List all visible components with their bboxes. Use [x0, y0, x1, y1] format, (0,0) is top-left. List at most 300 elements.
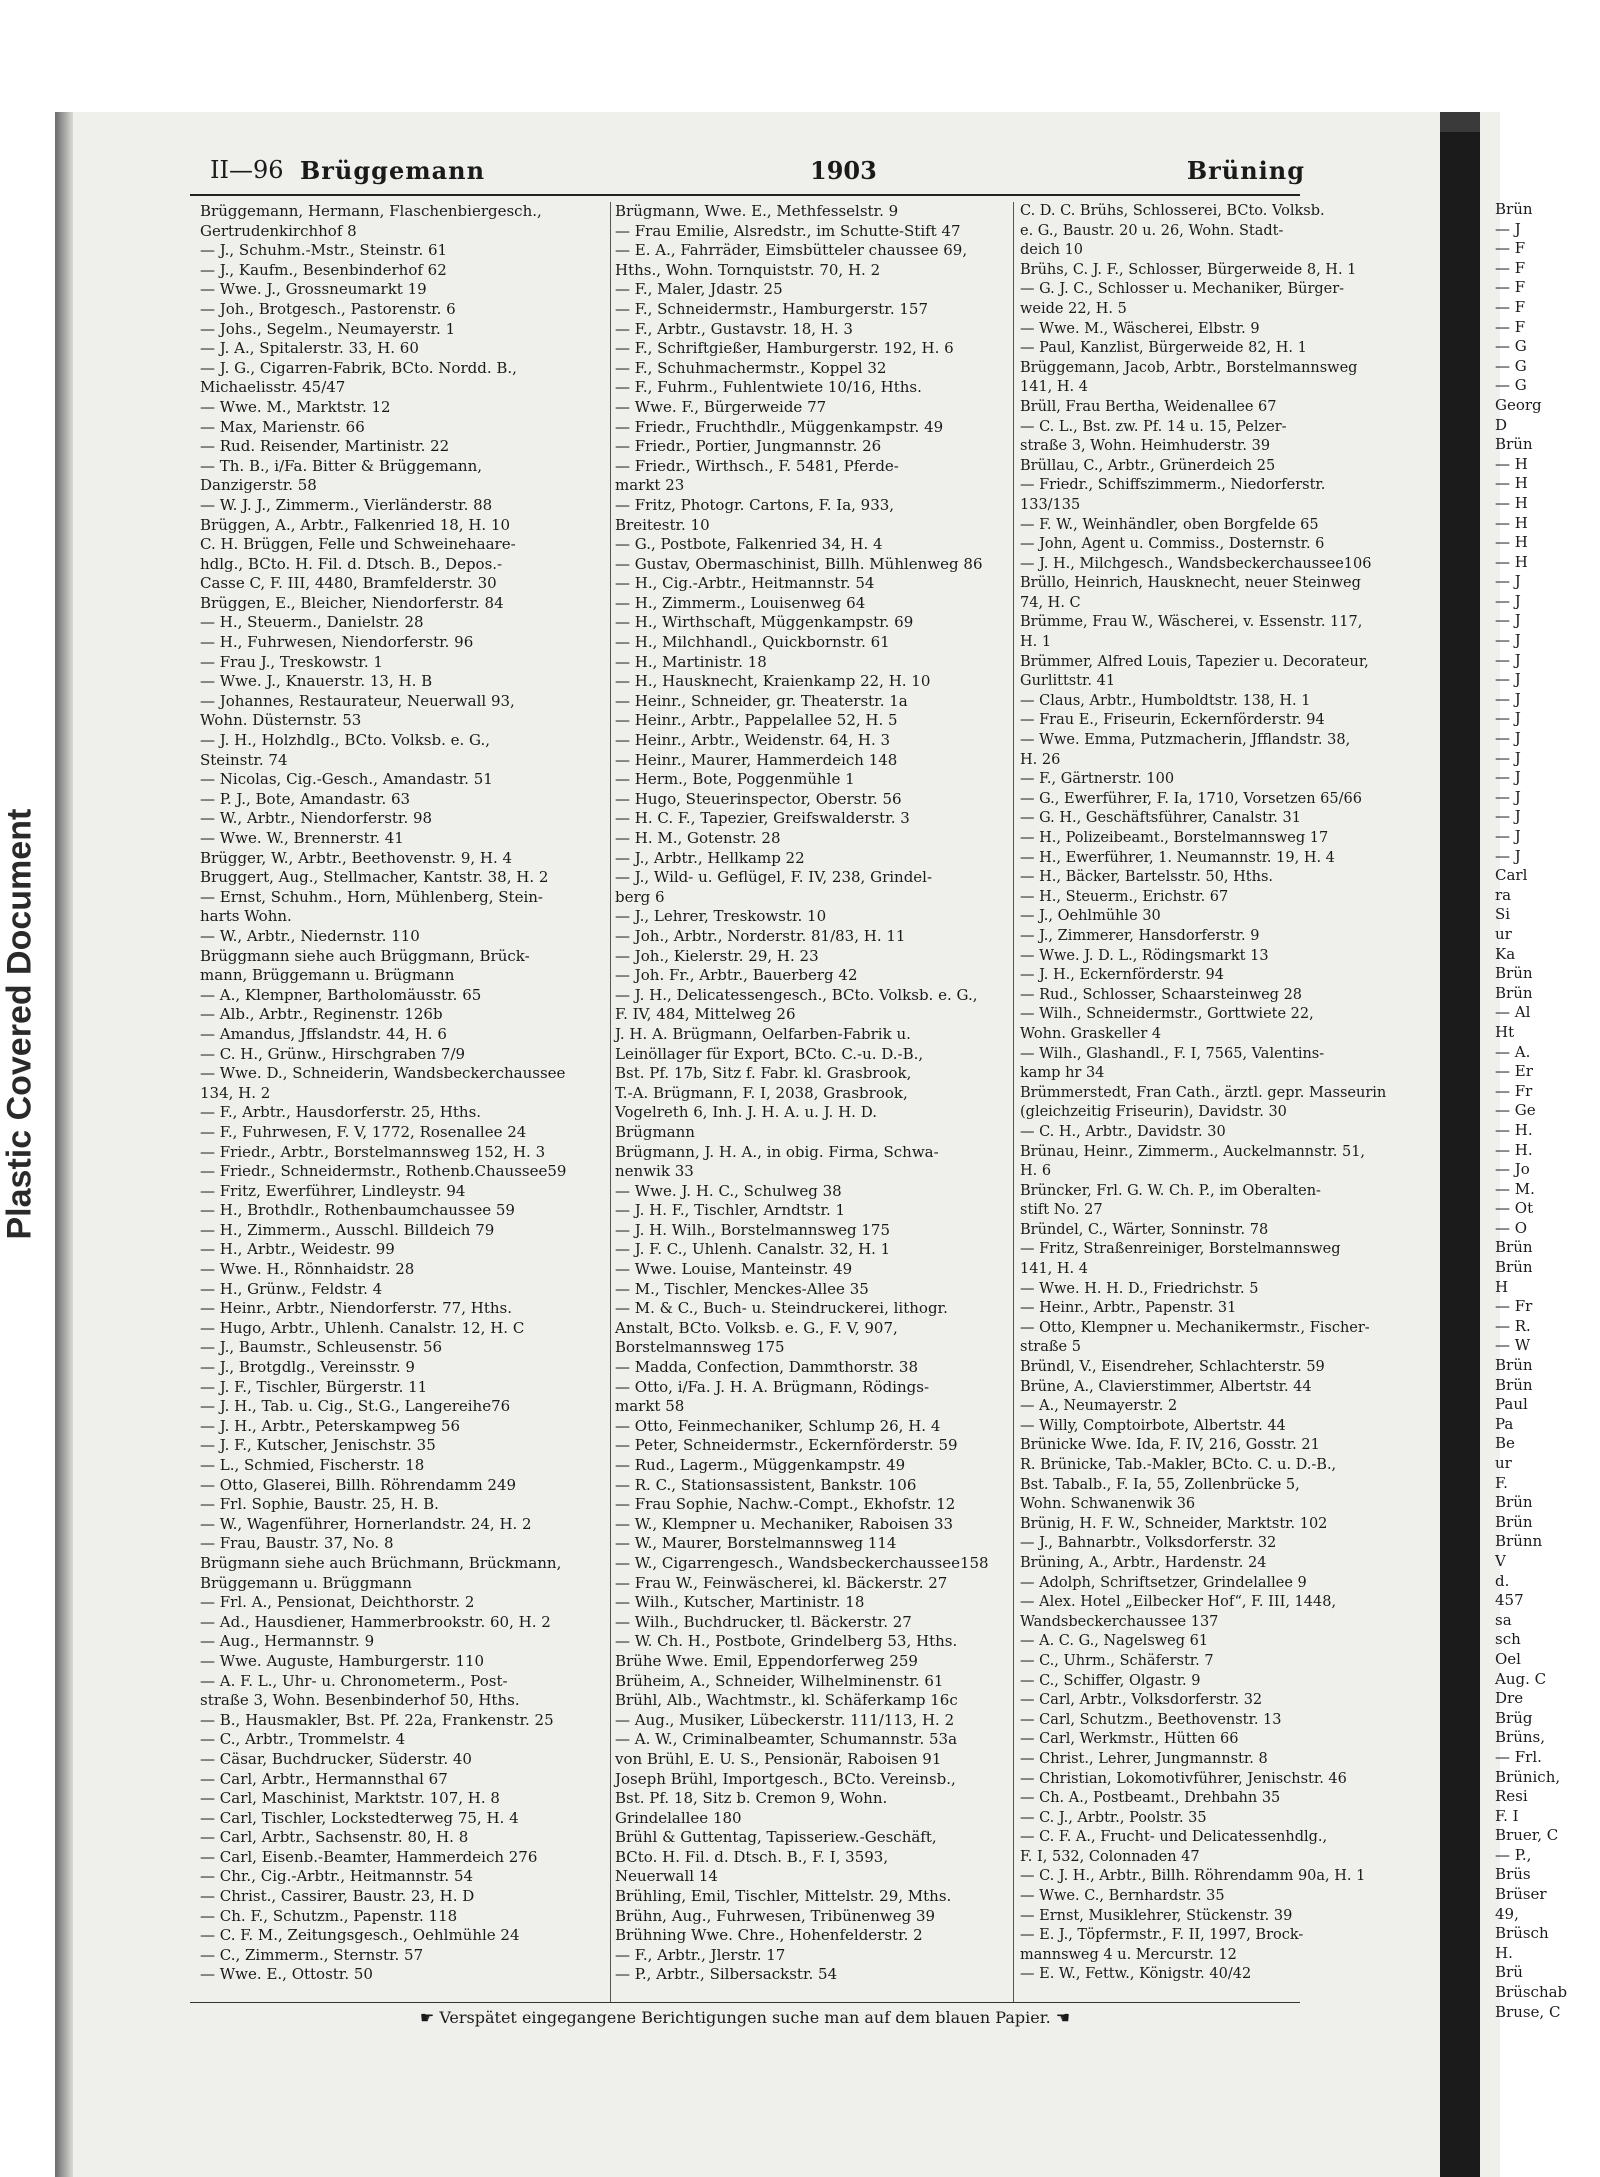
next-page-fragment: — O — [1495, 1218, 1528, 1237]
directory-entry: (gleichzeitig Friseurin), Davidstr. 30 — [1020, 1104, 1287, 1121]
directory-entry: — Adolph, Schriftsetzer, Grindelallee 9 — [1020, 1574, 1307, 1591]
next-page-fragment: — Ge — [1495, 1101, 1536, 1120]
next-page-fragment: Ka — [1495, 944, 1516, 963]
directory-entry: — J. H., Milchgesch., Wandsbeckerchaussee106 — [1020, 555, 1372, 572]
directory-entry: — Wwe. D., Schneiderin, Wandsbeckerchaussee — [200, 1064, 566, 1083]
directory-entry: — H., Zimmerm., Louisenweg 64 — [615, 593, 866, 612]
directory-entry: — Friedr., Portier, Jungmannstr. 26 — [615, 437, 882, 456]
directory-entry: — J. H. F., Tischler, Arndtstr. 1 — [615, 1201, 846, 1220]
column-1 — [200, 202, 612, 2002]
directory-entry: H. 1 — [1020, 634, 1052, 651]
directory-entry: — H., Hausknecht, Kraienkamp 22, H. 10 — [615, 672, 931, 691]
directory-entry: Brünau, Heinr., Zimmerm., Auckelmannstr. 51, — [1020, 1143, 1366, 1160]
directory-entry: — Rud. Reisender, Martinistr. 22 — [200, 437, 450, 456]
directory-entry: Brügmann, J. H. A., in obig. Firma, Schwa- — [615, 1142, 939, 1161]
directory-entry: Wandsbeckerchaussee 137 — [1020, 1613, 1219, 1630]
header-year: 1903 — [810, 156, 877, 185]
header-left-word: Brüggemann — [300, 156, 486, 185]
directory-entry: — Alex. Hotel „Eilbecker Hof“, F. III, 1448, — [1020, 1594, 1337, 1611]
directory-entry: Brügger, W., Arbtr., Beethovenstr. 9, H. 4 — [200, 848, 513, 867]
directory-page — [190, 140, 1387, 2027]
directory-entry: — J. H., Delicatessengesch., BCto. Volksb. e. G., — [615, 985, 978, 1004]
pointing-hand-icon: ☚ — [1050, 2008, 1071, 2027]
directory-entry: — F., Fuhrm., Fuhlentwiete 10/16, Hths. — [615, 378, 922, 397]
next-page-fragment: — J — [1495, 689, 1521, 708]
directory-entry: — Carl, Maschinist, Marktstr. 107, H. 8 — [200, 1789, 500, 1808]
directory-entry: — Fritz, Photogr. Cartons, F. Ia, 933, — [615, 495, 895, 514]
directory-entry: — Carl, Eisenb.-Beamter, Hammerdeich 276 — [200, 1847, 538, 1866]
directory-entry: — Carl, Arbtr., Hermannsthal 67 — [200, 1769, 448, 1788]
header-right-word: Brüning — [1186, 156, 1305, 185]
directory-entry: — P. J., Bote, Amandastr. 63 — [200, 789, 411, 808]
directory-entry: stift No. 27 — [1020, 1202, 1103, 1219]
directory-entry: — Ch. A., Postbeamt., Drehbahn 35 — [1020, 1790, 1281, 1807]
directory-entry: — Carl, Werkmstr., Hütten 66 — [1020, 1731, 1239, 1748]
directory-entry: — J. H. Wilh., Borstelmannsweg 175 — [615, 1220, 891, 1239]
next-page-fragment: — P., — [1495, 1845, 1532, 1864]
directory-entry: — Claus, Arbtr., Humboldtstr. 138, H. 1 — [1020, 692, 1311, 709]
directory-entry: — Frau Sophie, Nachw.-Compt., Ekhofstr. 12 — [615, 1495, 956, 1514]
directory-entry: — Otto, Feinmechaniker, Schlump 26, H. 4 — [615, 1416, 941, 1435]
directory-entry: R. Brünicke, Tab.-Makler, BCto. C. u. D.-B., — [1020, 1457, 1337, 1473]
directory-entry: — J., Baumstr., Schleusenstr. 56 — [200, 1338, 443, 1357]
directory-entry: — Wwe. M., Marktstr. 12 — [200, 397, 391, 416]
directory-entry: mannsweg 4 u. Mercurstr. 12 — [1020, 1946, 1237, 1963]
directory-entry: — Christian, Lokomotivführer, Jenischstr. 46 — [1020, 1770, 1347, 1787]
directory-entry: Brüheim, A., Schneider, Wilhelminenstr. 61 — [615, 1671, 944, 1690]
directory-entry: Gertrudenkirchhof 8 — [200, 221, 357, 240]
directory-entry: straße 3, Wohn. Besenbinderhof 50, Hths. — [200, 1691, 520, 1710]
directory-entry: — H., Arbtr., Weidestr. 99 — [200, 1240, 395, 1259]
directory-entry: — Cäsar, Buchdrucker, Süderstr. 40 — [200, 1749, 472, 1768]
next-page-fragment: — J — [1495, 572, 1521, 591]
directory-entry: — G., Ewerführer, F. Ia, 1710, Vorsetzen 65/66 — [1020, 790, 1362, 807]
directory-entry: — Johannes, Restaurateur, Neuerwall 93, — [200, 691, 515, 710]
directory-entry: — Carl, Schutzm., Beethovenstr. 13 — [1020, 1711, 1282, 1728]
next-page-fragment: — A. — [1495, 1042, 1531, 1061]
directory-entry: — H., Fuhrwesen, Niendorferstr. 96 — [200, 633, 474, 652]
directory-entry: — Ernst, Musiklehrer, Stückenstr. 39 — [1020, 1907, 1293, 1924]
directory-entry: Bruggert, Aug., Stellmacher, Kantstr. 38, H. 2 — [200, 868, 549, 887]
directory-entry: Hths., Wohn. Tornquiststr. 70, H. 2 — [615, 260, 881, 279]
directory-entry: Brüne, A., Clavierstimmer, Albertstr. 44 — [1020, 1378, 1312, 1395]
directory-entry: Brügmann siehe auch Brüchmann, Brückmann, — [200, 1553, 562, 1572]
directory-entry: — F., Schuhmachermstr., Koppel 32 — [615, 358, 887, 377]
directory-entry: — H. M., Gotenstr. 28 — [615, 829, 781, 847]
directory-entry: harts Wohn. — [200, 907, 292, 926]
directory-entry: Brüggemann u. Brüggmann — [200, 1573, 412, 1592]
next-page-fragment: — F — [1495, 258, 1526, 277]
directory-entry: — W. J. J., Zimmerm., Vierländerstr. 88 — [200, 495, 493, 514]
next-page-fragment: — F — [1495, 297, 1526, 316]
directory-entry: — H., Bäcker, Bartelsstr. 50, Hths. — [1020, 869, 1273, 886]
directory-entry: Brüggen, E., Bleicher, Niendorferstr. 84 — [200, 593, 504, 612]
next-page-fragment: Ht — [1495, 1022, 1515, 1041]
directory-entry: — Wwe. F., Bürgerweide 77 — [615, 397, 827, 416]
directory-entry: Brüllau, C., Arbtr., Grünerdeich 25 — [1020, 457, 1276, 474]
directory-entry: Brühl, Alb., Wachtmstr., kl. Schäferkamp 16c — [615, 1691, 958, 1710]
directory-entry: — H., Brothdlr., Rothenbaumchaussee 59 — [200, 1201, 515, 1220]
footer-note — [190, 2008, 1300, 2027]
directory-entry: — Frau W., Feinwäscherei, kl. Bäckerstr. 27 — [615, 1573, 948, 1592]
directory-entry: Brüncker, Frl. G. W. Ch. P., im Oberalten- — [1020, 1182, 1321, 1199]
directory-entry: — J., Wild- u. Geflügel, F. IV, 238, Grindel- — [615, 868, 933, 887]
directory-entry: — J. H., Eckernförderstr. 94 — [1020, 967, 1224, 984]
directory-entry: — H., Milchhandl., Quickbornstr. 61 — [615, 633, 890, 652]
directory-entry: 134, H. 2 — [200, 1083, 271, 1102]
next-page-fragment: — J — [1495, 709, 1521, 728]
next-page-fragment: — J — [1495, 846, 1521, 865]
next-page-fragment: — H — [1495, 552, 1528, 571]
next-page-fragment: Brün — [1495, 200, 1533, 218]
directory-entry: — H., Ewerführer, 1. Neumannstr. 19, H. 4 — [1020, 849, 1335, 866]
directory-entry: — Johs., Segelm., Neumayerstr. 1 — [200, 319, 456, 338]
directory-entry: — Wilh., Schneidermstr., Gorttwiete 22, — [1020, 1006, 1314, 1023]
directory-entry: — Wwe. W., Brennerstr. 41 — [200, 829, 404, 847]
directory-entry: — A., Neumayerstr. 2 — [1020, 1398, 1178, 1415]
next-page-fragment: Brüns, — [1495, 1728, 1545, 1747]
directory-entry: — Ad., Hausdiener, Hammerbrookstr. 60, H. 2 — [200, 1612, 551, 1631]
directory-entry: — H., Martinistr. 18 — [615, 652, 767, 671]
directory-entry: Brümmerstedt, Fran Cath., ärztl. gepr. Masseurin — [1020, 1084, 1387, 1101]
directory-entry: — C. F. M., Zeitungsgesch., Oehlmühle 24 — [200, 1926, 520, 1945]
directory-entry: — Wwe. H. H. D., Friedrichstr. 5 — [1020, 1280, 1259, 1297]
directory-entry: — Hugo, Arbtr., Uhlenh. Canalstr. 12, H. C — [200, 1318, 525, 1337]
directory-entry: Bründl, V., Eisendreher, Schlachterstr. 59 — [1020, 1359, 1325, 1376]
directory-entry: Brühning Wwe. Chre., Hohenfelderstr. 2 — [615, 1926, 923, 1945]
directory-entry: — Wilh., Buchdrucker, tl. Bäckerstr. 27 — [615, 1612, 912, 1631]
directory-entry: Brühe Wwe. Emil, Eppendorferweg 259 — [615, 1651, 918, 1670]
directory-entry: — F., Gärtnerstr. 100 — [1020, 771, 1175, 788]
directory-entry: — Joh., Kielerstr. 29, H. 23 — [615, 946, 819, 965]
directory-entry: Leinöllager für Export, BCto. C.-u. D.-B., — [615, 1044, 924, 1063]
next-page-fragment: 49, — [1495, 1904, 1519, 1923]
directory-entry: Brügmann — [615, 1122, 695, 1141]
directory-entry: — Hugo, Steuerinspector, Oberstr. 56 — [615, 789, 902, 808]
directory-entry: Brügmann, Wwe. E., Methfesselstr. 9 — [615, 202, 899, 220]
directory-entry: — Otto, i/Fa. J. H. A. Brügmann, Rödings- — [615, 1377, 930, 1396]
next-page-fragment: — Al — [1495, 1003, 1531, 1022]
directory-entry: — Wwe. J. D. L., Rödingsmarkt 13 — [1020, 947, 1269, 964]
next-page-fragment: 457 — [1495, 1591, 1524, 1610]
next-page-fragment: — F — [1495, 278, 1526, 297]
directory-entry: Brünig, H. F. W., Schneider, Marktstr. 102 — [1020, 1515, 1328, 1532]
directory-entry: — Frau, Baustr. 37, No. 8 — [200, 1534, 394, 1553]
page-header — [210, 156, 1305, 196]
directory-entry: — Wwe. J., Knauerstr. 13, H. B — [200, 672, 433, 691]
next-page-fragment: — J — [1495, 611, 1521, 630]
directory-entry: weide 22, H. 5 — [1020, 300, 1127, 317]
directory-entry: — W., Klempner u. Mechaniker, Raboisen 33 — [615, 1514, 954, 1533]
directory-entry: — Heinr., Arbtr., Pappelallee 52, H. 5 — [615, 711, 898, 730]
directory-entry: Brüggemann, Jacob, Arbtr., Borstelmannsweg — [1020, 359, 1358, 376]
directory-entry: — Ernst, Schuhm., Horn, Mühlenberg, Stein- — [200, 887, 543, 906]
directory-entry: — C., Schiffer, Olgastr. 9 — [1020, 1672, 1201, 1689]
directory-entry: — Joh. Fr., Arbtr., Bauerberg 42 — [615, 966, 858, 985]
directory-entry: — J. F., Kutscher, Jenischstr. 35 — [200, 1436, 436, 1455]
next-page-fragment: Aug. C — [1495, 1669, 1547, 1688]
next-page-fragment: Si — [1495, 905, 1511, 924]
directory-entry: — J. F., Tischler, Bürgerstr. 11 — [200, 1377, 428, 1396]
directory-entry: Steinstr. 74 — [200, 750, 288, 769]
directory-entry: — F., Arbtr., Jlerstr. 17 — [615, 1945, 786, 1964]
next-page-fragment: d. — [1495, 1571, 1510, 1590]
directory-entry: — Frl. A., Pensionat, Deichthorstr. 2 — [200, 1593, 475, 1612]
directory-entry: J. H. A. Brügmann, Oelfarben-Fabrik u. — [615, 1024, 911, 1043]
directory-entry: — F., Arbtr., Hausdorferstr. 25, Hths. — [200, 1103, 482, 1122]
directory-entry: H. 26 — [1020, 751, 1061, 768]
footer-text: Verspätet eingegangene Berichtigungen suche man auf dem blauen Papier. — [439, 2008, 1051, 2027]
next-page-fragment: — G — [1495, 356, 1527, 375]
next-page-fragment: — M. — [1495, 1179, 1535, 1198]
next-page-fragment: Dre — [1495, 1689, 1524, 1708]
directory-entry: 74, H. C — [1020, 594, 1081, 611]
directory-entry: — H., Polizeibeamt., Borstelmannsweg 17 — [1020, 830, 1329, 846]
directory-entry: — G., Postbote, Falkenried 34, H. 4 — [615, 535, 883, 554]
directory-entry: — B., Hausmakler, Bst. Pf. 22a, Frankenstr. 25 — [200, 1710, 554, 1729]
directory-entry: Michaelisstr. 45/47 — [200, 378, 346, 397]
directory-entry: T.-A. Brügmann, F. I, 2038, Grasbrook, — [615, 1083, 908, 1102]
next-page-fragment: — J — [1495, 827, 1521, 845]
next-page-fragment: Brünich, — [1495, 1767, 1561, 1786]
directory-entry: — Gustav, Obermaschinist, Billh. Mühlenweg 86 — [615, 554, 983, 573]
next-page-fragment: — H — [1495, 513, 1528, 532]
next-page-fragment: Brün — [1495, 435, 1533, 454]
directory-entry: Brühling, Emil, Tischler, Mittelstr. 29, Mths. — [615, 1887, 952, 1906]
next-page-fragment: — F — [1495, 239, 1526, 258]
directory-entry: — E. J., Töpfermstr., F. II, 1997, Brock- — [1020, 1927, 1304, 1944]
directory-entry: Borstelmannsweg 175 — [615, 1338, 785, 1357]
directory-entry: C. H. Brüggen, Felle und Schweinehaare- — [200, 535, 516, 554]
next-page-fragment: sa — [1495, 1610, 1512, 1629]
directory-entry: — H. C. F., Tapezier, Greifswalderstr. 3 — [615, 809, 910, 828]
directory-entry: F. IV, 484, Mittelweg 26 — [615, 1005, 796, 1024]
directory-entry: — J. A., Spitalerstr. 33, H. 60 — [200, 339, 419, 358]
directory-entry: — R. C., Stationsassistent, Bankstr. 106 — [615, 1475, 917, 1494]
directory-entry: — P., Arbtr., Silbersackstr. 54 — [615, 1965, 838, 1984]
directory-entry: Brühs, C. J. F., Schlosser, Bürgerweide 8, H. 1 — [1020, 261, 1357, 278]
next-page-fragment: — J — [1495, 748, 1521, 767]
header-rule — [190, 194, 1300, 196]
directory-entry: Gurlittstr. 41 — [1020, 673, 1116, 690]
directory-entry: — J. H., Tab. u. Cig., St.G., Langereihe76 — [200, 1397, 511, 1416]
directory-entry: — Christ., Lehrer, Jungmannstr. 8 — [1020, 1750, 1268, 1767]
next-page-fragment: Brün — [1495, 1258, 1533, 1277]
directory-entry: — Paul, Kanzlist, Bürgerweide 82, H. 1 — [1020, 340, 1307, 357]
directory-entry: deich 10 — [1020, 242, 1084, 259]
directory-entry: — W., Cigarrengesch., Wandsbeckerchaussee158 — [615, 1553, 989, 1572]
directory-entry: — M., Tischler, Menckes-Allee 35 — [615, 1279, 869, 1298]
directory-entry: — J. H., Arbtr., Peterskampweg 56 — [200, 1416, 461, 1435]
next-page-fragment: D — [1495, 415, 1508, 434]
directory-entry: — Herm., Bote, Poggenmühle 1 — [615, 770, 855, 789]
directory-entry: — A. W., Criminalbeamter, Schumannstr. 53a — [615, 1730, 958, 1749]
directory-entry: — Fritz, Ewerführer, Lindleystr. 94 — [200, 1181, 466, 1200]
next-page-fragment: ur — [1495, 924, 1512, 943]
column-divider — [1013, 202, 1014, 2002]
directory-entry: — Joh., Brotgesch., Pastorenstr. 6 — [200, 299, 456, 318]
next-page-fragment: — W — [1495, 1336, 1531, 1355]
directory-entry: — J. F. C., Uhlenh. Canalstr. 32, H. 1 — [615, 1240, 891, 1259]
next-page-fragment: ra — [1495, 885, 1512, 904]
column-3 — [1020, 202, 1387, 2002]
directory-entry: — Amandus, Jffslandstr. 44, H. 6 — [200, 1024, 447, 1043]
directory-entry: Brüll, Frau Bertha, Weidenallee 67 — [1020, 398, 1277, 415]
directory-entry: Joseph Brühl, Importgesch., BCto. Vereinsb., — [615, 1769, 956, 1788]
directory-entry: — Wwe. J. H. C., Schulweg 38 — [615, 1181, 842, 1200]
footer-rule — [190, 2002, 1300, 2003]
next-page-fragment: ur — [1495, 1454, 1512, 1472]
next-page-fragment: V — [1495, 1551, 1506, 1570]
next-page-fragment: Carl — [1495, 866, 1528, 885]
directory-entry: — Th. B., i/Fa. Bitter & Brüggemann, — [200, 456, 483, 475]
directory-entry: Brüggemann, Hermann, Flaschenbiergesch., — [200, 202, 542, 220]
next-page-fragment: Brüser — [1495, 1885, 1547, 1904]
directory-entry: — W., Arbtr., Niedernstr. 110 — [200, 926, 420, 945]
directory-entry: Brüning, A., Arbtr., Hardenstr. 24 — [1020, 1554, 1267, 1571]
directory-entry: Grindelallee 180 — [615, 1808, 742, 1827]
next-page-fragment: — Ot — [1495, 1199, 1534, 1218]
directory-entry: — C. F. A., Frucht- und Delicatessenhdlg., — [1020, 1829, 1328, 1846]
directory-entry: markt 58 — [615, 1397, 685, 1416]
directory-entry: — F., Schneidermstr., Hamburgerstr. 157 — [615, 299, 928, 318]
directory-entry: Breitestr. 10 — [615, 515, 710, 534]
directory-entry: e. G., Baustr. 20 u. 26, Wohn. Stadt- — [1020, 222, 1284, 239]
next-page-fragment: — Er — [1495, 1062, 1533, 1081]
directory-entry: — F., Fuhrwesen, F. V, 1772, Rosenallee 24 — [200, 1122, 527, 1141]
directory-entry: — A. C. G., Nagelsweg 61 — [1020, 1633, 1209, 1650]
directory-entry: — F., Arbtr., Gustavstr. 18, H. 3 — [615, 319, 853, 338]
page-gutter — [1440, 112, 1480, 2177]
directory-entry: — C. J. H., Arbtr., Billh. Röhrendamm 90a, H. 1 — [1020, 1868, 1366, 1885]
directory-entry: — E. A., Fahrräder, Eimsbütteler chaussee 69, — [615, 241, 968, 260]
directory-entry: — Frau J., Treskowstr. 1 — [200, 652, 383, 671]
directory-entry: Brümmer, Alfred Louis, Tapezier u. Decorateur, — [1020, 653, 1369, 670]
directory-entry: Brühn, Aug., Fuhrwesen, Tribünenweg 39 — [615, 1906, 936, 1925]
next-page-fragment: — J — [1495, 591, 1521, 610]
directory-entry: — J., Lehrer, Treskowstr. 10 — [615, 907, 827, 926]
directory-entry: — Friedr., Wirthsch., F. 5481, Pferde- — [615, 456, 899, 475]
directory-entry: — Heinr., Arbtr., Niendorferstr. 77, Hths. — [200, 1299, 512, 1318]
next-page-fragment: H — [1495, 1277, 1509, 1296]
directory-entry: Neuerwall 14 — [615, 1867, 718, 1886]
directory-entry: — Heinr., Schneider, gr. Theaterstr. 1a — [615, 691, 908, 710]
directory-entry: — Carl, Arbtr., Volksdorferstr. 32 — [1020, 1692, 1263, 1709]
next-page-fragment: Brün — [1495, 1512, 1533, 1531]
page-number: II—96 — [210, 156, 284, 184]
directory-entry: — J., Brotgdlg., Vereinsstr. 9 — [200, 1358, 415, 1377]
directory-entry: — Wilh., Glashandl., F. I, 7565, Valentins- — [1020, 1045, 1325, 1062]
directory-entry: — Wwe. J., Grossneumarkt 19 — [200, 280, 427, 299]
directory-entry: — Friedr., Arbtr., Borstelmannsweg 152, H. 3 — [200, 1142, 546, 1161]
directory-entry: — Max, Marienstr. 66 — [200, 417, 365, 436]
next-page-fragment: Brün — [1495, 964, 1533, 983]
directory-entry: 141, H. 4 — [1020, 1261, 1088, 1278]
directory-entry: — C., Uhrm., Schäferstr. 7 — [1020, 1652, 1214, 1669]
directory-entry: — W., Wagenführer, Hornerlandstr. 24, H. 2 — [200, 1514, 532, 1533]
next-page-fragment: Brün — [1495, 1375, 1533, 1394]
directory-entry: — John, Agent u. Commiss., Dosternstr. 6 — [1020, 536, 1325, 553]
next-page-fragment: Bruse, C — [1495, 2002, 1561, 2021]
next-page-fragment: Oel — [1495, 1649, 1521, 1668]
directory-entry: Brühl & Guttentag, Tapisseriew.-Geschäft, — [615, 1828, 937, 1847]
directory-entry: Brünicke Wwe. Ida, F. IV, 216, Gosstr. 21 — [1020, 1437, 1320, 1454]
directory-entry: Bst. Pf. 17b, Sitz f. Fabr. kl. Grasbrook, — [615, 1064, 912, 1083]
directory-entry: — L., Schmied, Fischerstr. 18 — [200, 1456, 425, 1474]
directory-entry: straße 3, Wohn. Heimhuderstr. 39 — [1020, 438, 1271, 455]
directory-entry: Wohn. Graskeller 4 — [1020, 1025, 1162, 1042]
directory-entry: — Chr., Cig.-Arbtr., Heitmannstr. 54 — [200, 1867, 474, 1886]
next-page-fragment: Brüschab — [1495, 1983, 1568, 2002]
directory-entry: — Aug., Musiker, Lübeckerstr. 111/113, H. 2 — [615, 1710, 955, 1729]
next-page-fragment: Bruer, C — [1495, 1826, 1559, 1845]
directory-entry: kamp hr 34 — [1020, 1065, 1105, 1082]
directory-entry: — Friedr., Schiffszimmerm., Niedorferstr. — [1020, 477, 1326, 494]
directory-entry: — Otto, Glaserei, Billh. Röhrendamm 249 — [200, 1475, 517, 1494]
next-page-fragment: — H. — [1495, 1140, 1533, 1159]
directory-entry: — Wwe. E., Ottostr. 50 — [200, 1965, 373, 1984]
directory-entry: — Rud., Lagerm., Müggenkampstr. 49 — [615, 1456, 906, 1474]
directory-entry: — J., Arbtr., Hellkamp 22 — [615, 848, 805, 867]
directory-entry: — Friedr., Schneidermstr., Rothenb.Chaussee59 — [200, 1162, 567, 1181]
directory-entry: — Frau Emilie, Alsredstr., im Schutte-Stift 47 — [615, 221, 961, 240]
directory-entry: — Alb., Arbtr., Reginenstr. 126b — [200, 1005, 443, 1024]
directory-entry: F. I, 532, Colonnaden 47 — [1020, 1848, 1200, 1865]
directory-entry: — J., Schuhm.-Mstr., Steinstr. 61 — [200, 241, 448, 260]
directory-entry: — F. W., Weinhändler, oben Borgfelde 65 — [1020, 516, 1319, 533]
next-page-fragment: — J — [1495, 670, 1521, 689]
directory-entry: Brüggmann siehe auch Brüggmann, Brück- — [200, 946, 530, 965]
directory-entry: — Wwe. M., Wäscherei, Elbstr. 9 — [1020, 320, 1260, 337]
directory-entry: Brüggen, A., Arbtr., Falkenried 18, H. 10 — [200, 515, 511, 534]
directory-entry: — Wwe. H., Rönnhaidstr. 28 — [200, 1260, 415, 1279]
next-page-fragment: — Jo — [1495, 1160, 1530, 1179]
directory-entry: — Frau E., Friseurin, Eckernförderstr. 94 — [1020, 712, 1325, 729]
next-page-fragment: — J — [1495, 650, 1521, 669]
directory-entry: BCto. H. Fil. d. Dtsch. B., F. I, 3593, — [615, 1847, 889, 1866]
directory-entry: — C. J., Arbtr., Poolstr. 35 — [1020, 1809, 1207, 1826]
next-page-fragment: — H — [1495, 493, 1528, 512]
directory-entry: — Wwe. Louise, Manteinstr. 49 — [615, 1260, 853, 1279]
next-page-fragment: — Fr — [1495, 1081, 1533, 1100]
directory-entry: — J., Zimmerer, Hansdorferstr. 9 — [1020, 927, 1260, 944]
directory-entry: — Christ., Cassirer, Baustr. 23, H. D — [200, 1887, 475, 1906]
next-page-fragment: H. — [1495, 1943, 1513, 1962]
directory-entry: — A. F. L., Uhr- u. Chronometerm., Post- — [200, 1671, 508, 1690]
next-page-fragment: — R. — [1495, 1316, 1531, 1335]
directory-entry: — H., Steuerm., Erichstr. 67 — [1020, 888, 1229, 905]
directory-entry: Danzigerstr. 58 — [200, 476, 317, 495]
directory-entry: — C. H., Grünw., Hirschgraben 7/9 — [200, 1044, 466, 1063]
next-page-fragment: — J — [1495, 787, 1521, 806]
directory-entry: — G. H., Geschäftsführer, Canalstr. 31 — [1020, 810, 1301, 827]
next-page-fragment: Brüsch — [1495, 1924, 1549, 1943]
directory-entry: — Nicolas, Cig.-Gesch., Amandastr. 51 — [200, 770, 493, 789]
binding-shadow — [55, 112, 73, 2177]
directory-entry: — Wwe. Auguste, Hamburgerstr. 110 — [200, 1651, 485, 1670]
directory-entry: von Brühl, E. U. S., Pensionär, Raboisen 91 — [615, 1749, 942, 1768]
directory-entry: Vogelreth 6, Inh. J. H. A. u. J. H. D. — [615, 1103, 877, 1122]
directory-entry: — H., Zimmerm., Ausschl. Billdeich 79 — [200, 1220, 495, 1239]
next-page-fragment: Brüs — [1495, 1865, 1531, 1884]
next-page-fragment: Brün — [1495, 983, 1533, 1002]
directory-entry: — Otto, Klempner u. Mechanikermstr., Fischer- — [1020, 1319, 1370, 1336]
next-page-fragment: — F — [1495, 317, 1526, 336]
side-label: Plastic Covered Document — [0, 808, 39, 1240]
directory-entry: — Aug., Hermannstr. 9 — [200, 1632, 375, 1651]
directory-entry: Brüllo, Heinrich, Hausknecht, neuer Steinweg — [1020, 575, 1361, 592]
directory-entry: — Rud., Schlosser, Schaarsteinweg 28 — [1020, 986, 1303, 1003]
